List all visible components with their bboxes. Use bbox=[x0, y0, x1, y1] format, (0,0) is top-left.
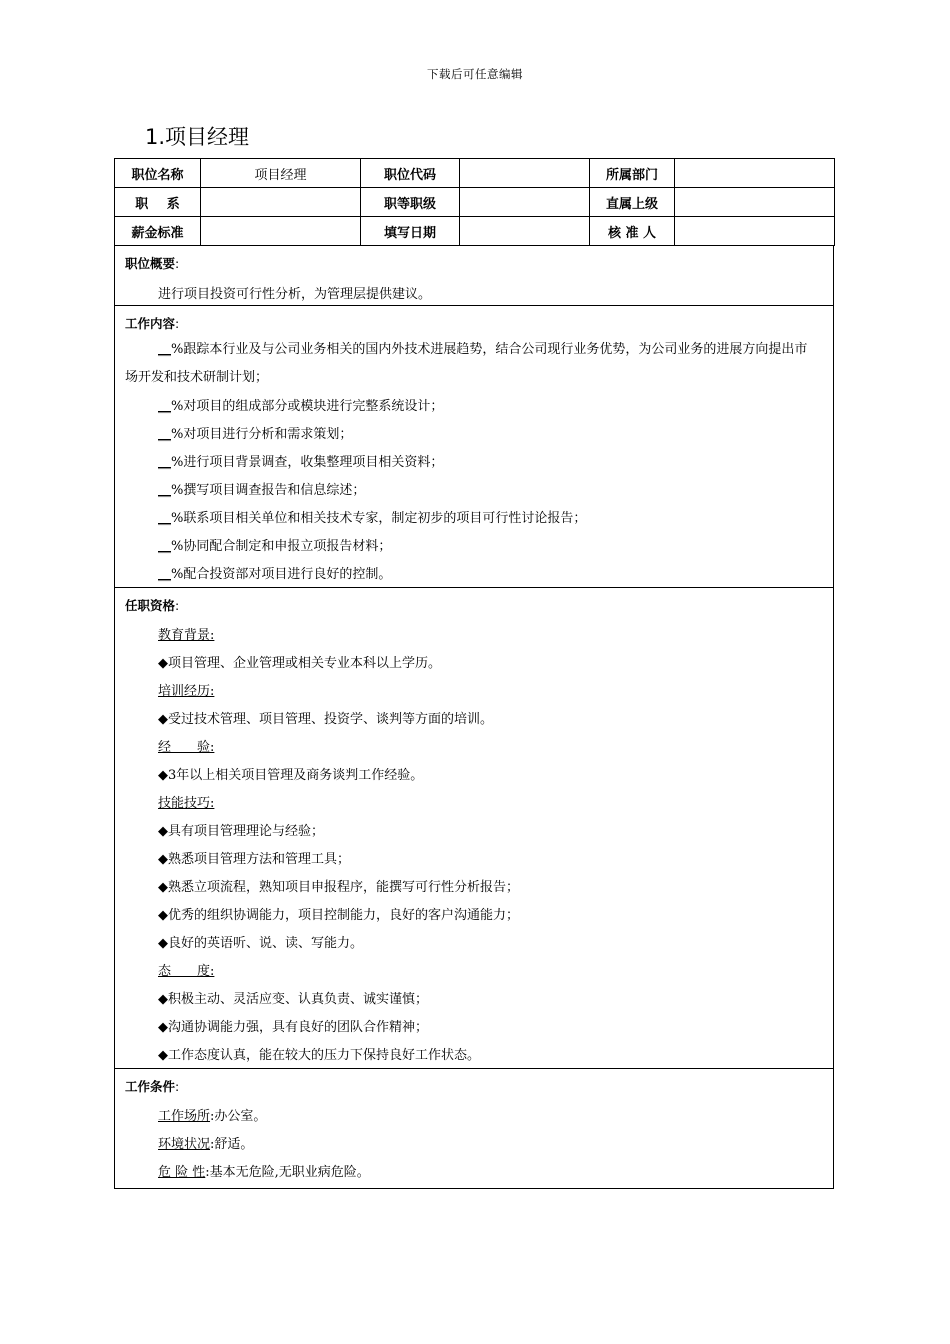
department-label: 所属部门 bbox=[590, 159, 675, 188]
job-grade-label: 职等职级 bbox=[361, 188, 460, 217]
list-item: ◆熟悉立项流程，熟知项目申报程序，能撰写可行性分析报告； bbox=[158, 880, 519, 895]
table-row bbox=[115, 188, 835, 217]
blank-mark: __ bbox=[158, 342, 171, 357]
list-item: ◆3年以上相关项目管理及商务谈判工作经验。 bbox=[158, 768, 424, 783]
experience-title: 经 验: bbox=[158, 740, 215, 755]
conditions-section bbox=[114, 1069, 834, 1189]
list-item: __%联系项目相关单位和相关技术专家，制定初步的项目可行性讨论报告； bbox=[158, 511, 587, 526]
blank-mark: __ bbox=[158, 511, 171, 526]
qualifications-heading: 任职资格: bbox=[125, 598, 180, 613]
list-item: ◆积极主动、灵活应变、认真负责、诚实谨慎； bbox=[158, 992, 428, 1007]
hazard-label: 危 险 性 bbox=[158, 1165, 206, 1180]
position-code-value bbox=[460, 159, 590, 188]
list-item: __%跟踪本行业及与公司业务相关的国内外技术进展趋势，结合公司现行业务优势，为公司业务的进展方向提出市场开发和技术研制计划； bbox=[125, 342, 808, 385]
blank-mark: __ bbox=[158, 399, 171, 414]
salary-value bbox=[201, 217, 361, 246]
header-note: 下载后可任意编辑 bbox=[427, 67, 523, 81]
list-item: ◆沟通协调能力强，具有良好的团队合作精神； bbox=[158, 1020, 428, 1035]
supervisor-label: 直属上级 bbox=[590, 188, 675, 217]
list-item: __%对项目的组成部分或模块进行完整系统设计； bbox=[158, 399, 444, 414]
summary-text: 进行项目投资可行性分析，为管理层提供建议。 bbox=[158, 287, 432, 302]
approver-label: 核 准 人 bbox=[590, 217, 675, 246]
list-item: __%配合投资部对项目进行良好的控制。 bbox=[158, 567, 392, 582]
conditions-heading: 工作条件: bbox=[125, 1079, 180, 1094]
workplace-line bbox=[158, 1105, 266, 1124]
approver-value bbox=[675, 217, 835, 246]
job-family-value bbox=[201, 188, 361, 217]
blank-mark: __ bbox=[158, 427, 171, 442]
list-item: ◆工作态度认真，能在较大的压力下保持良好工作状态。 bbox=[158, 1048, 480, 1063]
training-title: 培训经历: bbox=[158, 684, 215, 699]
qualifications-section bbox=[114, 588, 834, 1069]
education-title: 教育背景: bbox=[158, 628, 215, 643]
workplace-label: 工作场所 bbox=[158, 1109, 211, 1124]
summary-heading: 职位概要: bbox=[125, 256, 180, 271]
job-info-table bbox=[114, 158, 835, 246]
position-name-value: 项目经理 bbox=[201, 159, 361, 188]
duties-section bbox=[114, 306, 834, 588]
list-item: ◆受过技术管理、项目管理、投资学、谈判等方面的培训。 bbox=[158, 712, 493, 727]
table-row bbox=[115, 159, 835, 188]
position-code-label: 职位代码 bbox=[361, 159, 460, 188]
position-name-label: 职位名称 bbox=[115, 159, 201, 188]
table-row bbox=[115, 217, 835, 246]
job-family-label: 职 系 bbox=[115, 188, 201, 217]
list-item: ◆项目管理、企业管理或相关专业本科以上学历。 bbox=[158, 656, 441, 671]
list-item: ◆具有项目管理理论与经验； bbox=[158, 824, 324, 839]
list-item: ◆良好的英语听、说、读、写能力。 bbox=[158, 936, 363, 951]
skills-title: 技能技巧: bbox=[158, 796, 215, 811]
list-item: ◆熟悉项目管理方法和管理工具； bbox=[158, 852, 350, 867]
list-item: __%对项目进行分析和需求策划； bbox=[158, 427, 353, 442]
fill-date-label: 填写日期 bbox=[361, 217, 460, 246]
supervisor-value bbox=[675, 188, 835, 217]
blank-mark: __ bbox=[158, 567, 171, 582]
attitude-title: 态 度: bbox=[158, 964, 215, 979]
summary-section bbox=[114, 246, 834, 306]
blank-mark: __ bbox=[158, 483, 171, 498]
list-item: __%进行项目背景调查，收集整理项目相关资料； bbox=[158, 455, 444, 470]
list-item: __%撰写项目调查报告和信息综述； bbox=[158, 483, 366, 498]
fill-date-value bbox=[460, 217, 590, 246]
salary-label: 薪金标准 bbox=[115, 217, 201, 246]
duties-heading: 工作内容: bbox=[125, 316, 180, 331]
environment-label: 环境状况 bbox=[158, 1137, 211, 1152]
hazard-line bbox=[158, 1161, 370, 1180]
department-value bbox=[675, 159, 835, 188]
environment-value: :舒适。 bbox=[210, 1137, 254, 1152]
job-grade-value bbox=[460, 188, 590, 217]
list-item: ◆优秀的组织协调能力，项目控制能力，良好的客户沟通能力； bbox=[158, 908, 519, 923]
blank-mark: __ bbox=[158, 455, 171, 470]
list-item: __%协同配合制定和申报立项报告材料； bbox=[158, 539, 392, 554]
blank-mark: __ bbox=[158, 539, 171, 554]
environment-line bbox=[158, 1133, 253, 1152]
workplace-value: :办公室。 bbox=[210, 1109, 267, 1124]
page-title: 1.项目经理 bbox=[145, 125, 250, 149]
hazard-value: :基本无危险,无职业病危险。 bbox=[205, 1165, 370, 1180]
